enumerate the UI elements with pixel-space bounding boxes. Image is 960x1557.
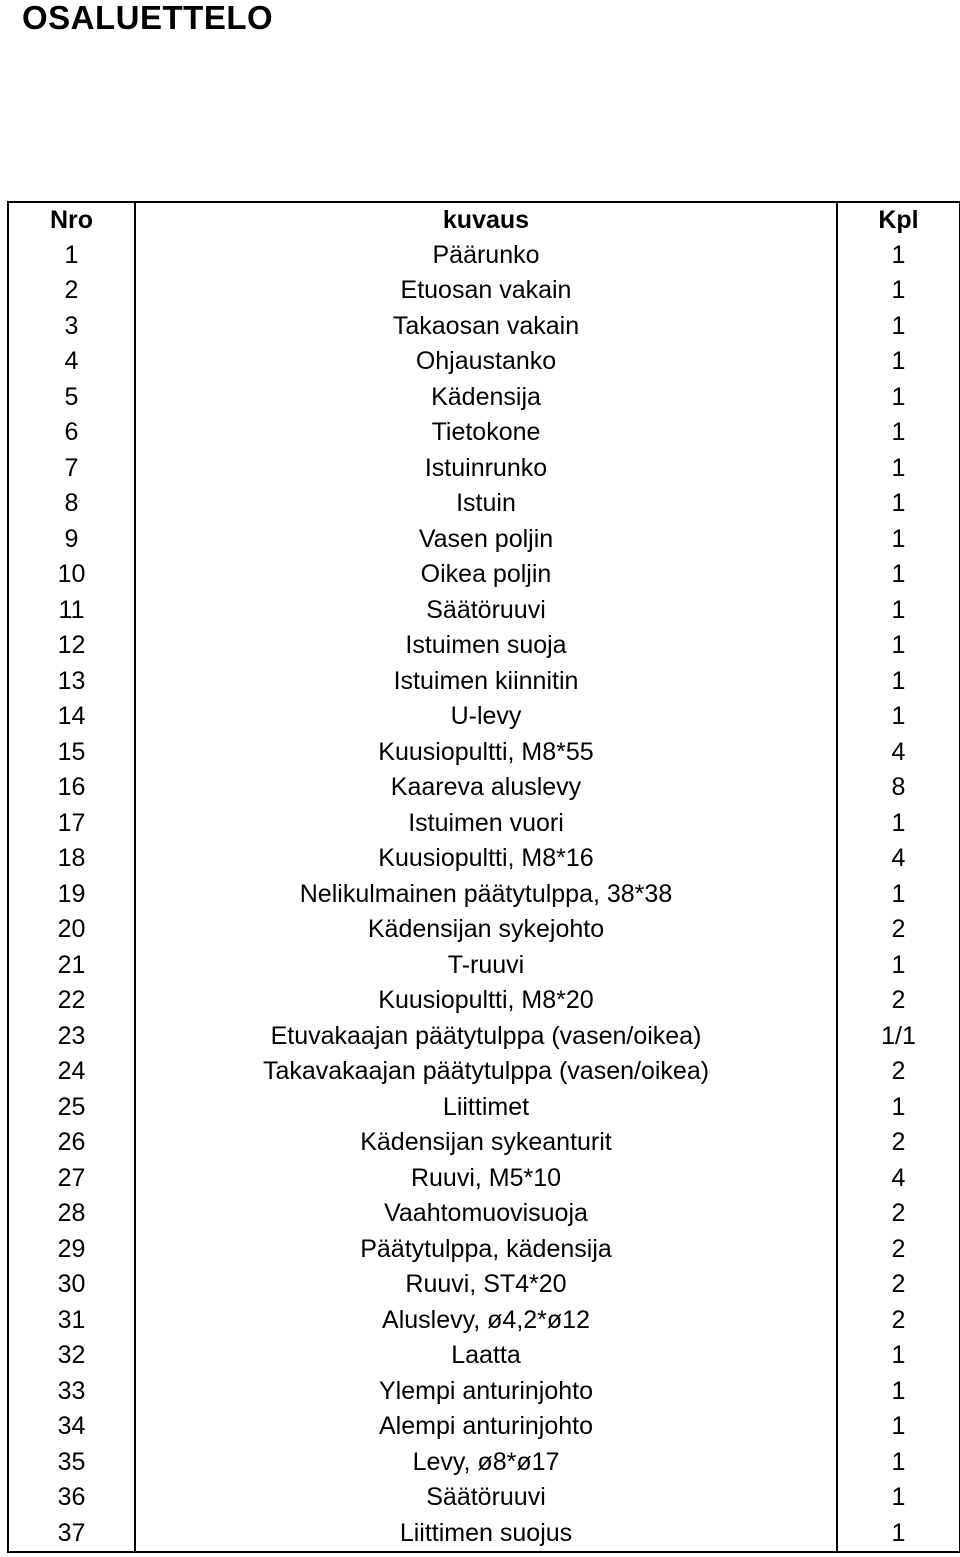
table-row [8, 628, 960, 664]
cell-nro: 18 [8, 841, 135, 877]
cell-kuvaus: Takaosan vakain [135, 308, 837, 344]
table-row [8, 1054, 960, 1090]
cell-kpl: 1 [837, 1373, 960, 1409]
cell-kuvaus: Istuimen kiinnitin [135, 663, 837, 699]
cell-kpl: 1 [837, 699, 960, 735]
table-row [8, 1089, 960, 1125]
cell-kpl: 1 [837, 805, 960, 841]
cell-kuvaus: Liittimen suojus [135, 1515, 837, 1552]
cell-kuvaus: Aluslevy, ø4,2*ø12 [135, 1302, 837, 1338]
cell-kuvaus: Ohjaustanko [135, 344, 837, 380]
table-row [8, 770, 960, 806]
cell-nro: 3 [8, 308, 135, 344]
cell-kuvaus: Ruuvi, M5*10 [135, 1160, 837, 1196]
table-row [8, 1338, 960, 1374]
cell-kpl: 1 [837, 1409, 960, 1445]
cell-kpl: 1 [837, 450, 960, 486]
cell-nro: 2 [8, 273, 135, 309]
table-header-row [8, 202, 960, 237]
column-header-kuvaus: kuvaus [135, 202, 837, 237]
table-row [8, 1302, 960, 1338]
table-row [8, 1409, 960, 1445]
cell-kpl: 1 [837, 557, 960, 593]
table-row [8, 415, 960, 451]
cell-kpl: 2 [837, 912, 960, 948]
cell-kpl: 1 [837, 379, 960, 415]
cell-kuvaus: Liittimet [135, 1089, 837, 1125]
cell-kpl: 1 [837, 273, 960, 309]
table-row [8, 1373, 960, 1409]
cell-kuvaus: Istuinrunko [135, 450, 837, 486]
cell-kuvaus: Ruuvi, ST4*20 [135, 1267, 837, 1303]
cell-nro: 14 [8, 699, 135, 735]
cell-nro: 13 [8, 663, 135, 699]
table-row [8, 308, 960, 344]
cell-nro: 10 [8, 557, 135, 593]
cell-nro: 34 [8, 1409, 135, 1445]
table-row [8, 450, 960, 486]
cell-nro: 19 [8, 876, 135, 912]
cell-kuvaus: Laatta [135, 1338, 837, 1374]
cell-kpl: 1 [837, 947, 960, 983]
cell-kpl: 2 [837, 1267, 960, 1303]
cell-kpl: 1 [837, 663, 960, 699]
cell-nro: 37 [8, 1515, 135, 1552]
cell-kuvaus: Takavakaajan päätytulppa (vasen/oikea) [135, 1054, 837, 1090]
cell-nro: 8 [8, 486, 135, 522]
cell-nro: 30 [8, 1267, 135, 1303]
cell-nro: 11 [8, 592, 135, 628]
table-row [8, 983, 960, 1019]
cell-nro: 29 [8, 1231, 135, 1267]
table-row [8, 237, 960, 273]
table-row [8, 521, 960, 557]
cell-kpl: 1 [837, 1444, 960, 1480]
cell-kuvaus: Tietokone [135, 415, 837, 451]
cell-kuvaus: Päärunko [135, 237, 837, 273]
cell-nro: 35 [8, 1444, 135, 1480]
cell-nro: 1 [8, 237, 135, 273]
cell-nro: 4 [8, 344, 135, 380]
table-row [8, 876, 960, 912]
page-title: OSALUETTELO [22, 0, 274, 36]
table-row [8, 1480, 960, 1516]
cell-kpl: 8 [837, 770, 960, 806]
cell-kuvaus: Säätöruuvi [135, 1480, 837, 1516]
cell-nro: 32 [8, 1338, 135, 1374]
table-row [8, 1444, 960, 1480]
cell-kpl: 4 [837, 841, 960, 877]
cell-kuvaus: Etuvakaajan päätytulppa (vasen/oikea) [135, 1018, 837, 1054]
table-row [8, 841, 960, 877]
column-header-nro: Nro [8, 202, 135, 237]
table-row [8, 379, 960, 415]
cell-kpl: 2 [837, 983, 960, 1019]
cell-kpl: 1 [837, 1338, 960, 1374]
parts-list-table [7, 201, 960, 1553]
cell-nro: 26 [8, 1125, 135, 1161]
cell-kpl: 1 [837, 592, 960, 628]
cell-nro: 28 [8, 1196, 135, 1232]
table-row [8, 734, 960, 770]
cell-kuvaus: Etuosan vakain [135, 273, 837, 309]
table-row [8, 557, 960, 593]
cell-kpl: 2 [837, 1054, 960, 1090]
cell-kuvaus: Ylempi anturinjohto [135, 1373, 837, 1409]
cell-kpl: 1 [837, 344, 960, 380]
cell-kpl: 2 [837, 1231, 960, 1267]
cell-nro: 21 [8, 947, 135, 983]
cell-nro: 25 [8, 1089, 135, 1125]
cell-kuvaus: Vasen poljin [135, 521, 837, 557]
cell-nro: 24 [8, 1054, 135, 1090]
cell-nro: 23 [8, 1018, 135, 1054]
cell-kpl: 1 [837, 415, 960, 451]
cell-kpl: 1 [837, 237, 960, 273]
cell-kuvaus: Istuimen vuori [135, 805, 837, 841]
table-row [8, 1018, 960, 1054]
cell-kuvaus: Kädensijan sykeanturit [135, 1125, 837, 1161]
table-row [8, 1196, 960, 1232]
table-row [8, 592, 960, 628]
cell-kuvaus: Istuin [135, 486, 837, 522]
cell-kuvaus: Kaareva aluslevy [135, 770, 837, 806]
cell-kpl: 1/1 [837, 1018, 960, 1054]
cell-kpl: 2 [837, 1196, 960, 1232]
cell-kuvaus: Nelikulmainen päätytulppa, 38*38 [135, 876, 837, 912]
table-row [8, 1125, 960, 1161]
cell-nro: 9 [8, 521, 135, 557]
table-row [8, 1160, 960, 1196]
table-row [8, 663, 960, 699]
cell-nro: 12 [8, 628, 135, 664]
cell-kuvaus: Istuimen suoja [135, 628, 837, 664]
cell-kuvaus: Alempi anturinjohto [135, 1409, 837, 1445]
cell-nro: 36 [8, 1480, 135, 1516]
cell-nro: 20 [8, 912, 135, 948]
cell-kuvaus: T-ruuvi [135, 947, 837, 983]
cell-kpl: 2 [837, 1125, 960, 1161]
cell-nro: 6 [8, 415, 135, 451]
cell-nro: 7 [8, 450, 135, 486]
cell-nro: 27 [8, 1160, 135, 1196]
cell-kpl: 1 [837, 876, 960, 912]
column-header-kpl: Kpl [837, 202, 960, 237]
table-row [8, 486, 960, 522]
cell-nro: 33 [8, 1373, 135, 1409]
cell-kpl: 1 [837, 628, 960, 664]
cell-kpl: 4 [837, 734, 960, 770]
table-row [8, 1231, 960, 1267]
cell-nro: 15 [8, 734, 135, 770]
cell-kpl: 1 [837, 1089, 960, 1125]
table-row [8, 805, 960, 841]
table-row [8, 947, 960, 983]
table-row [8, 912, 960, 948]
cell-kuvaus: Oikea poljin [135, 557, 837, 593]
cell-kuvaus: Kädensija [135, 379, 837, 415]
cell-kuvaus: Kuusiopultti, M8*55 [135, 734, 837, 770]
cell-kpl: 1 [837, 521, 960, 557]
cell-kuvaus: Vaahtomuovisuoja [135, 1196, 837, 1232]
cell-kuvaus: Kädensijan sykejohto [135, 912, 837, 948]
cell-kuvaus: Kuusiopultti, M8*20 [135, 983, 837, 1019]
table-row [8, 699, 960, 735]
cell-kpl: 2 [837, 1302, 960, 1338]
cell-nro: 22 [8, 983, 135, 1019]
cell-kpl: 1 [837, 1515, 960, 1552]
cell-nro: 31 [8, 1302, 135, 1338]
cell-kuvaus: Levy, ø8*ø17 [135, 1444, 837, 1480]
cell-kpl: 1 [837, 486, 960, 522]
cell-kuvaus: Kuusiopultti, M8*16 [135, 841, 837, 877]
cell-nro: 16 [8, 770, 135, 806]
table-row [8, 344, 960, 380]
table-row [8, 1267, 960, 1303]
table-body [8, 237, 960, 1552]
cell-kpl: 1 [837, 1480, 960, 1516]
table-row [8, 1515, 960, 1552]
cell-nro: 5 [8, 379, 135, 415]
cell-kuvaus: Päätytulppa, kädensija [135, 1231, 837, 1267]
cell-kpl: 4 [837, 1160, 960, 1196]
cell-kuvaus: Säätöruuvi [135, 592, 837, 628]
cell-nro: 17 [8, 805, 135, 841]
table-row [8, 273, 960, 309]
cell-kuvaus: U-levy [135, 699, 837, 735]
cell-kpl: 1 [837, 308, 960, 344]
